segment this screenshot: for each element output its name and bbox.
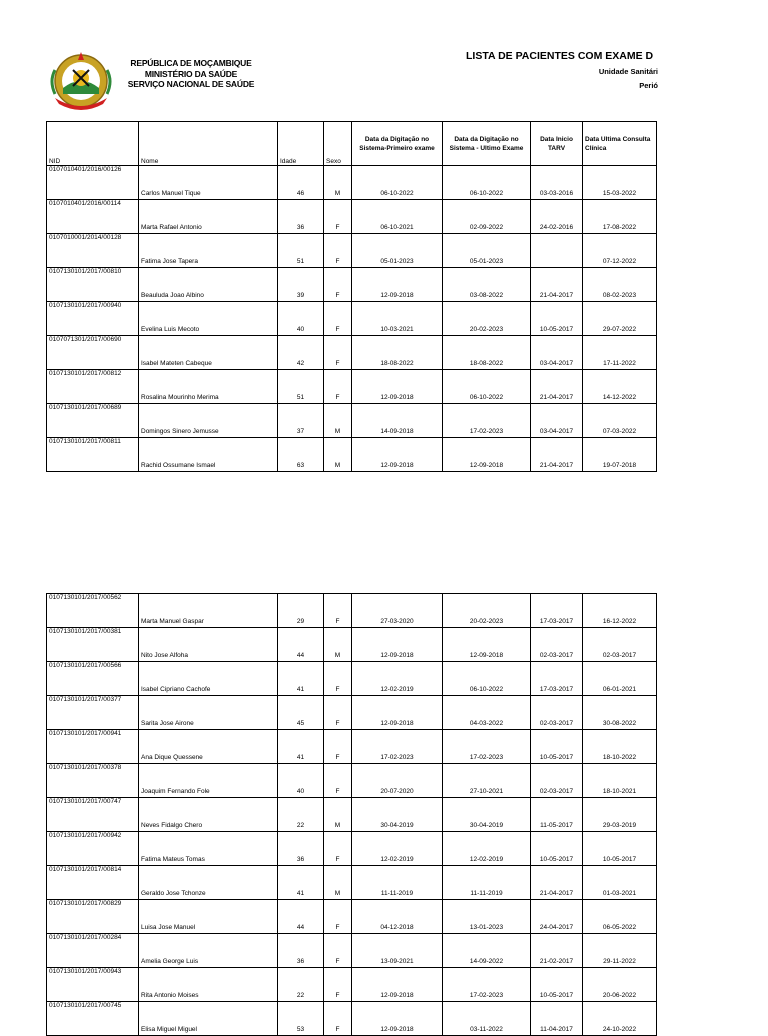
last-exam-date: 30-04-2019 (443, 798, 531, 832)
patient-name: Amelia George Luis (139, 934, 278, 968)
col-tarv: Data Inicio TARV (531, 122, 583, 166)
patient-sex: F (324, 302, 352, 336)
last-exam-date: 17-02-2023 (443, 968, 531, 1002)
patient-nid: 0107010401/2016/00126 (47, 166, 139, 200)
last-exam-date: 03-08-2022 (443, 268, 531, 302)
last-exam-date: 12-02-2019 (443, 832, 531, 866)
last-consult-date: 29-03-2019 (583, 798, 657, 832)
last-exam-date: 03-11-2022 (443, 1002, 531, 1036)
patient-nid: 0107130101/2017/00829 (47, 900, 139, 934)
table-row (47, 968, 657, 1002)
patient-nid: 0107130101/2017/00381 (47, 628, 139, 662)
last-consult-date: 20-06-2022 (583, 968, 657, 1002)
table-row (47, 934, 657, 968)
patient-age: 41 (278, 866, 324, 900)
first-exam-date: 12-09-2018 (352, 268, 443, 302)
first-exam-date: 12-09-2018 (352, 438, 443, 472)
last-exam-date: 14-09-2022 (443, 934, 531, 968)
tarv-start-date: 21-04-2017 (531, 268, 583, 302)
patient-age: 44 (278, 628, 324, 662)
table-header-row (47, 122, 657, 166)
patient-sex: M (324, 628, 352, 662)
patient-name: Joaquim Fernando Fole (139, 764, 278, 798)
patient-nid: 0107010001/2014/00128 (47, 234, 139, 268)
patient-name: Nito Jose Alfoha (139, 628, 278, 662)
patient-nid: 0107130101/2017/00814 (47, 866, 139, 900)
patient-nid: 0107130101/2017/00747 (47, 798, 139, 832)
table-row (47, 1002, 657, 1036)
patient-name: Rita Antonio Moises (139, 968, 278, 1002)
table-row (47, 866, 657, 900)
patient-sex: F (324, 1002, 352, 1036)
last-consult-date: 19-07-2018 (583, 438, 657, 472)
last-exam-date: 05-01-2023 (443, 234, 531, 268)
patient-name: Beauluda Joao Albino (139, 268, 278, 302)
patient-sex: M (324, 866, 352, 900)
unit-label: Unidade Sanitári (598, 67, 658, 76)
last-exam-date: 06-10-2022 (443, 662, 531, 696)
last-exam-date: 13-01-2023 (443, 900, 531, 934)
tarv-start-date: 02-03-2017 (531, 764, 583, 798)
org-line-3: SERVIÇO NACIONAL DE SAÚDE (127, 79, 255, 89)
table-row (47, 200, 657, 234)
table-row (47, 268, 657, 302)
patient-age: 51 (278, 234, 324, 268)
tarv-start-date: 21-04-2017 (531, 438, 583, 472)
first-exam-date: 12-09-2018 (352, 370, 443, 404)
last-consult-date: 02-03-2017 (583, 628, 657, 662)
first-exam-date: 12-09-2018 (352, 968, 443, 1002)
patient-sex: F (324, 200, 352, 234)
last-exam-date: 18-08-2022 (443, 336, 531, 370)
patient-nid: 0107071301/2017/00690 (47, 336, 139, 370)
patient-age: 22 (278, 968, 324, 1002)
last-exam-date: 17-02-2023 (443, 730, 531, 764)
patient-nid: 0107130101/2017/00284 (47, 934, 139, 968)
patient-sex: F (324, 370, 352, 404)
patient-sex: F (324, 336, 352, 370)
tarv-start-date: 24-02-2016 (531, 200, 583, 234)
patient-sex: F (324, 662, 352, 696)
tarv-start-date: 21-04-2017 (531, 370, 583, 404)
patient-age: 40 (278, 764, 324, 798)
patient-age: 39 (278, 268, 324, 302)
table-row (47, 166, 657, 200)
table-row (47, 798, 657, 832)
patient-age: 36 (278, 934, 324, 968)
last-exam-date: 11-11-2019 (443, 866, 531, 900)
table-row (47, 662, 657, 696)
last-consult-date: 06-05-2022 (583, 900, 657, 934)
table-row (47, 594, 657, 628)
last-consult-date: 01-03-2021 (583, 866, 657, 900)
patient-age: 51 (278, 370, 324, 404)
col-first-exam: Data da Digitação no Sistema-Primeiro exame (352, 122, 443, 166)
first-exam-date: 30-04-2019 (352, 798, 443, 832)
patient-name: Isabel Cipriano Cachofe (139, 662, 278, 696)
table-row (47, 438, 657, 472)
tarv-start-date: 17-03-2017 (531, 662, 583, 696)
tarv-start-date: 21-02-2017 (531, 934, 583, 968)
patient-name: Neves Fidalgo Chero (139, 798, 278, 832)
patient-age: 46 (278, 166, 324, 200)
patient-sex: F (324, 832, 352, 866)
patient-name: Marta Rafael Antonio (139, 200, 278, 234)
patient-age: 22 (278, 798, 324, 832)
patient-age: 45 (278, 696, 324, 730)
first-exam-date: 12-09-2018 (352, 628, 443, 662)
patient-name: Evelina Luis Mecoto (139, 302, 278, 336)
table-row (47, 370, 657, 404)
patient-name: Carlos Manuel Tique (139, 166, 278, 200)
last-consult-date: 07-12-2022 (583, 234, 657, 268)
col-sex: Sexo (324, 122, 352, 166)
patient-name: Elisa Miguel Miguel (139, 1002, 278, 1036)
last-consult-date: 06-01-2021 (583, 662, 657, 696)
first-exam-date: 12-02-2019 (352, 662, 443, 696)
period-label: Perió (639, 81, 658, 90)
tarv-start-date: 11-05-2017 (531, 798, 583, 832)
last-consult-date: 29-11-2022 (583, 934, 657, 968)
first-exam-date: 04-12-2018 (352, 900, 443, 934)
patient-nid: 0107010401/2016/00114 (47, 200, 139, 234)
first-exam-date: 13-09-2021 (352, 934, 443, 968)
last-exam-date: 20-02-2023 (443, 302, 531, 336)
patient-nid: 0107130101/2017/00812 (47, 370, 139, 404)
table-row (47, 404, 657, 438)
tarv-start-date: 10-05-2017 (531, 832, 583, 866)
first-exam-date: 06-10-2022 (352, 166, 443, 200)
last-exam-date: 02-09-2022 (443, 200, 531, 234)
first-exam-date: 10-03-2021 (352, 302, 443, 336)
tarv-start-date: 03-04-2017 (531, 336, 583, 370)
table-row (47, 234, 657, 268)
first-exam-date: 18-08-2022 (352, 336, 443, 370)
patient-name: Luisa Jose Manuel (139, 900, 278, 934)
last-exam-date: 06-10-2022 (443, 370, 531, 404)
patient-sex: F (324, 234, 352, 268)
patient-sex: M (324, 798, 352, 832)
patient-nid: 0107130101/2017/00943 (47, 968, 139, 1002)
last-consult-date: 15-03-2022 (583, 166, 657, 200)
patient-sex: F (324, 696, 352, 730)
patient-nid: 0107130101/2017/00942 (47, 832, 139, 866)
patient-name: Sarita Jose Airone (139, 696, 278, 730)
table-row (47, 336, 657, 370)
patient-age: 41 (278, 730, 324, 764)
patients-table-2 (46, 593, 657, 1036)
last-consult-date: 10-05-2017 (583, 832, 657, 866)
ministry-header (118, 58, 264, 90)
patient-nid: 0107130101/2017/00566 (47, 662, 139, 696)
patient-sex: F (324, 764, 352, 798)
patient-age: 42 (278, 336, 324, 370)
first-exam-date: 12-02-2019 (352, 832, 443, 866)
patient-name: Domingos Sinero Jemusse (139, 404, 278, 438)
patient-sex: F (324, 934, 352, 968)
patient-sex: F (324, 900, 352, 934)
last-consult-date: 18-10-2021 (583, 764, 657, 798)
col-nid: NID (47, 122, 139, 166)
last-exam-date: 12-09-2018 (443, 438, 531, 472)
patient-age: 40 (278, 302, 324, 336)
patient-nid: 0107130101/2017/00811 (47, 438, 139, 472)
last-exam-date: 06-10-2022 (443, 166, 531, 200)
patient-age: 37 (278, 404, 324, 438)
patient-sex: F (324, 268, 352, 302)
table-row (47, 628, 657, 662)
patient-nid: 0107130101/2017/00562 (47, 594, 139, 628)
first-exam-date: 17-02-2023 (352, 730, 443, 764)
last-consult-date: 18-10-2022 (583, 730, 657, 764)
last-exam-date: 20-02-2023 (443, 594, 531, 628)
first-exam-date: 12-09-2018 (352, 1002, 443, 1036)
last-consult-date: 30-08-2022 (583, 696, 657, 730)
first-exam-date: 05-01-2023 (352, 234, 443, 268)
patient-nid: 0107130101/2017/00378 (47, 764, 139, 798)
last-consult-date: 29-07-2022 (583, 302, 657, 336)
last-exam-date: 12-09-2018 (443, 628, 531, 662)
tarv-start-date: 10-05-2017 (531, 730, 583, 764)
tarv-start-date: 10-05-2017 (531, 968, 583, 1002)
tarv-start-date: 21-04-2017 (531, 866, 583, 900)
table-row (47, 900, 657, 934)
patient-nid: 0107130101/2017/00810 (47, 268, 139, 302)
table-row (47, 832, 657, 866)
patient-nid: 0107130101/2017/00745 (47, 1002, 139, 1036)
last-exam-date: 17-02-2023 (443, 404, 531, 438)
tarv-start-date: 02-03-2017 (531, 696, 583, 730)
patient-sex: F (324, 594, 352, 628)
tarv-start-date: 24-04-2017 (531, 900, 583, 934)
patient-name: Geraldo Jose Tchonze (139, 866, 278, 900)
last-consult-date: 24-10-2022 (583, 1002, 657, 1036)
patient-sex: F (324, 730, 352, 764)
last-exam-date: 04-03-2022 (443, 696, 531, 730)
last-consult-date: 17-11-2022 (583, 336, 657, 370)
patients-table-1 (46, 121, 657, 472)
tarv-start-date: 03-03-2016 (531, 166, 583, 200)
col-name: Nome (139, 122, 278, 166)
col-last-consult: Data Ultima Consulta Clínica (583, 122, 657, 166)
tarv-start-date: 02-03-2017 (531, 628, 583, 662)
last-consult-date: 07-03-2022 (583, 404, 657, 438)
patient-age: 29 (278, 594, 324, 628)
patient-age: 63 (278, 438, 324, 472)
first-exam-date: 20-07-2020 (352, 764, 443, 798)
last-consult-date: 08-02-2023 (583, 268, 657, 302)
patient-age: 53 (278, 1002, 324, 1036)
last-consult-date: 16-12-2022 (583, 594, 657, 628)
patient-sex: M (324, 438, 352, 472)
patient-name: Fatima Jose Tapera (139, 234, 278, 268)
patient-age: 36 (278, 832, 324, 866)
national-emblem-icon (45, 48, 117, 114)
table-row (47, 730, 657, 764)
patient-sex: M (324, 166, 352, 200)
patient-age: 44 (278, 900, 324, 934)
tarv-start-date (531, 234, 583, 268)
org-line-1: REPÚBLICA DE MOÇAMBIQUE (130, 58, 252, 68)
patient-sex: F (324, 968, 352, 1002)
table-row (47, 764, 657, 798)
first-exam-date: 12-09-2018 (352, 696, 443, 730)
patient-nid: 0107130101/2017/00377 (47, 696, 139, 730)
tarv-start-date: 10-05-2017 (531, 302, 583, 336)
first-exam-date: 11-11-2019 (352, 866, 443, 900)
last-consult-date: 14-12-2022 (583, 370, 657, 404)
report-title: LISTA DE PACIENTES COM EXAME D (466, 50, 654, 62)
patient-name: Marta Manuel Gaspar (139, 594, 278, 628)
tarv-start-date: 03-04-2017 (531, 404, 583, 438)
patient-name: Rosalina Mourinho Merima (139, 370, 278, 404)
table-row (47, 696, 657, 730)
patient-name: Ana Dique Quessene (139, 730, 278, 764)
first-exam-date: 14-09-2018 (352, 404, 443, 438)
patient-sex: M (324, 404, 352, 438)
patient-nid: 0107130101/2017/00689 (47, 404, 139, 438)
col-age: Idade (278, 122, 324, 166)
table-row (47, 302, 657, 336)
first-exam-date: 27-03-2020 (352, 594, 443, 628)
patient-name: Isabel Mateten Cabeque (139, 336, 278, 370)
col-last-exam: Data da Digitação no Sistema - Ultimo Exame (443, 122, 531, 166)
last-consult-date: 17-08-2022 (583, 200, 657, 234)
patient-name: Fatima Mateus Tomas (139, 832, 278, 866)
patient-nid: 0107130101/2017/00940 (47, 302, 139, 336)
patient-age: 36 (278, 200, 324, 234)
patient-age: 41 (278, 662, 324, 696)
tarv-start-date: 17-03-2017 (531, 594, 583, 628)
patient-nid: 0107130101/2017/00941 (47, 730, 139, 764)
tarv-start-date: 11-04-2017 (531, 1002, 583, 1036)
patient-name: Rachid Ossumane Ismael (139, 438, 278, 472)
org-line-2: MINISTÉRIO DA SAÚDE (144, 68, 238, 79)
last-exam-date: 27-10-2021 (443, 764, 531, 798)
first-exam-date: 06-10-2021 (352, 200, 443, 234)
